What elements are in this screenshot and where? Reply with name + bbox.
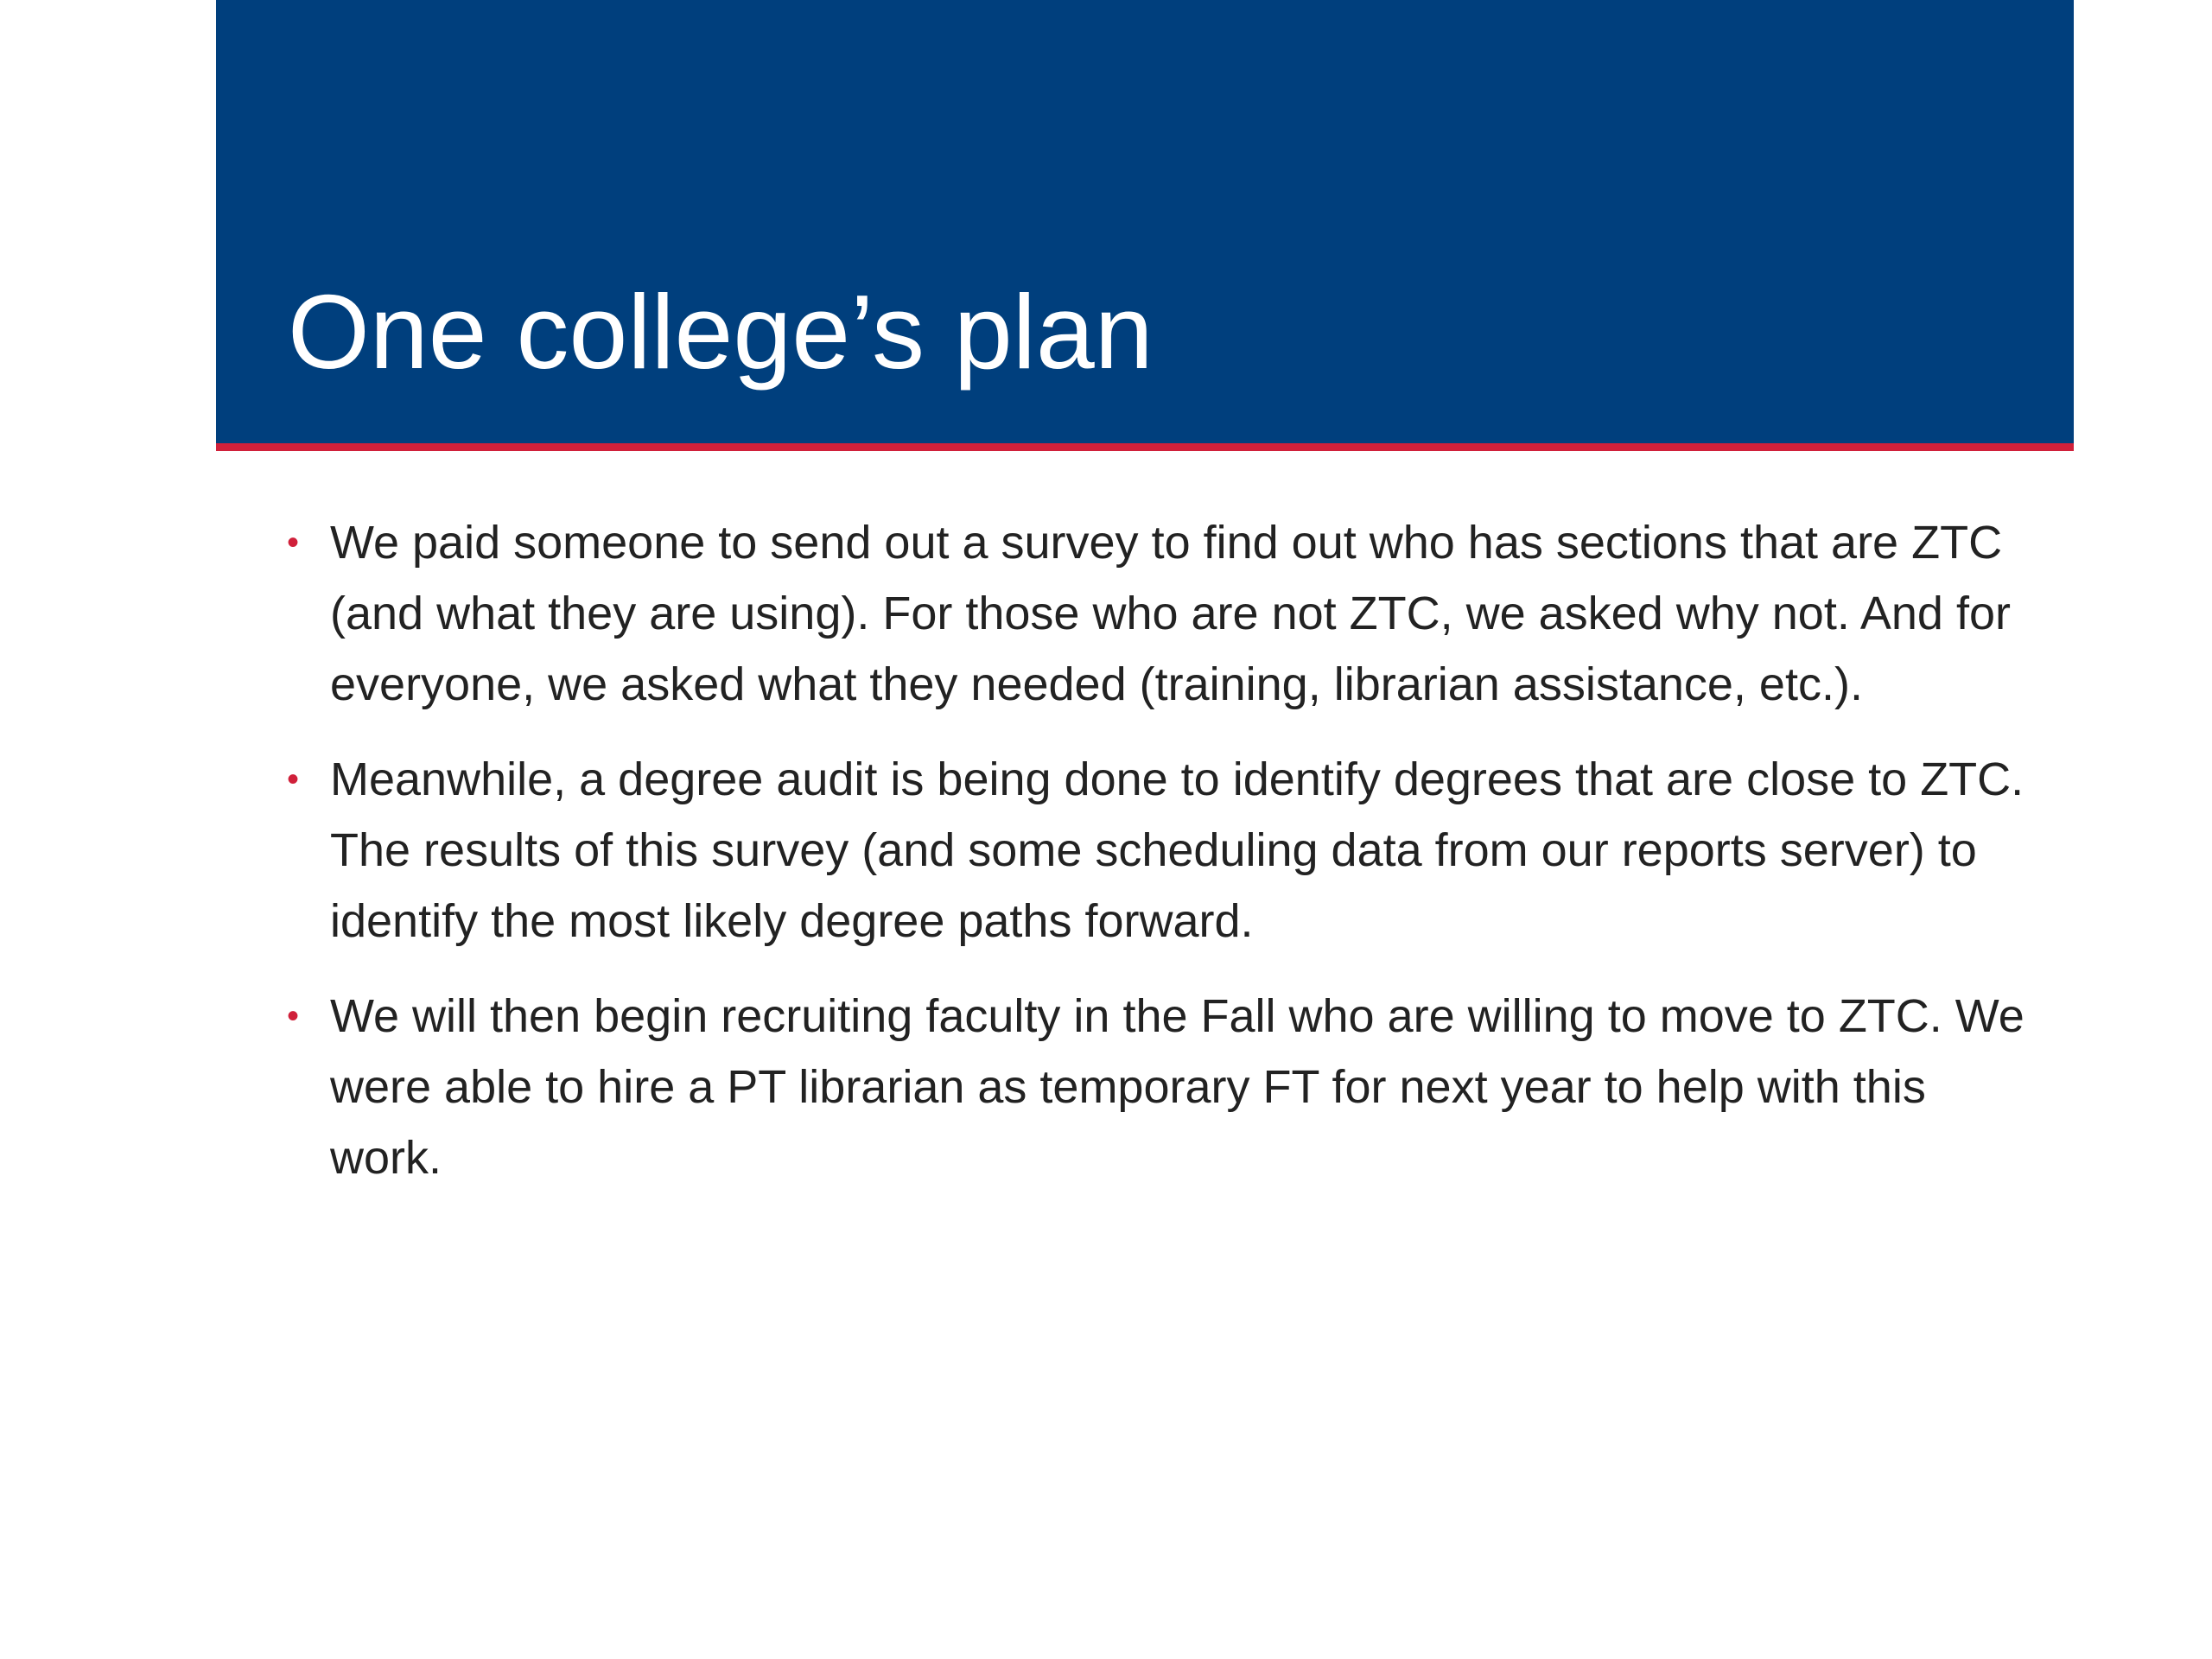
bullet-text: We will then begin recruiting faculty in the Fall who are willing to move to ZTC. We were able to hire a PT librarian as temporary FT for next year to help with this work. <box>330 990 2024 1184</box>
bullet-list <box>287 507 2032 1217</box>
bullet-text: Meanwhile, a degree audit is being done to identify degrees that are close to ZTC. The results of this survey (and some scheduling data from our reports server) to identify the most likely degree paths forward. <box>330 753 2024 947</box>
bullet-item <box>287 981 2032 1193</box>
bullet-text: We paid someone to send out a survey to find out who has sections that are ZTC (and what they are using). For those who are not ZTC, we asked why not. And for everyone, we asked what they needed (training, librarian assistance, etc.). <box>330 517 2011 710</box>
bullet-icon: • <box>287 760 300 798</box>
bullet-item <box>287 507 2032 720</box>
bullet-icon: • <box>287 997 300 1035</box>
bullet-icon: • <box>287 524 300 562</box>
title-banner <box>216 0 2074 451</box>
bullet-item <box>287 744 2032 957</box>
slide-title: One college’s plan <box>288 272 1154 391</box>
